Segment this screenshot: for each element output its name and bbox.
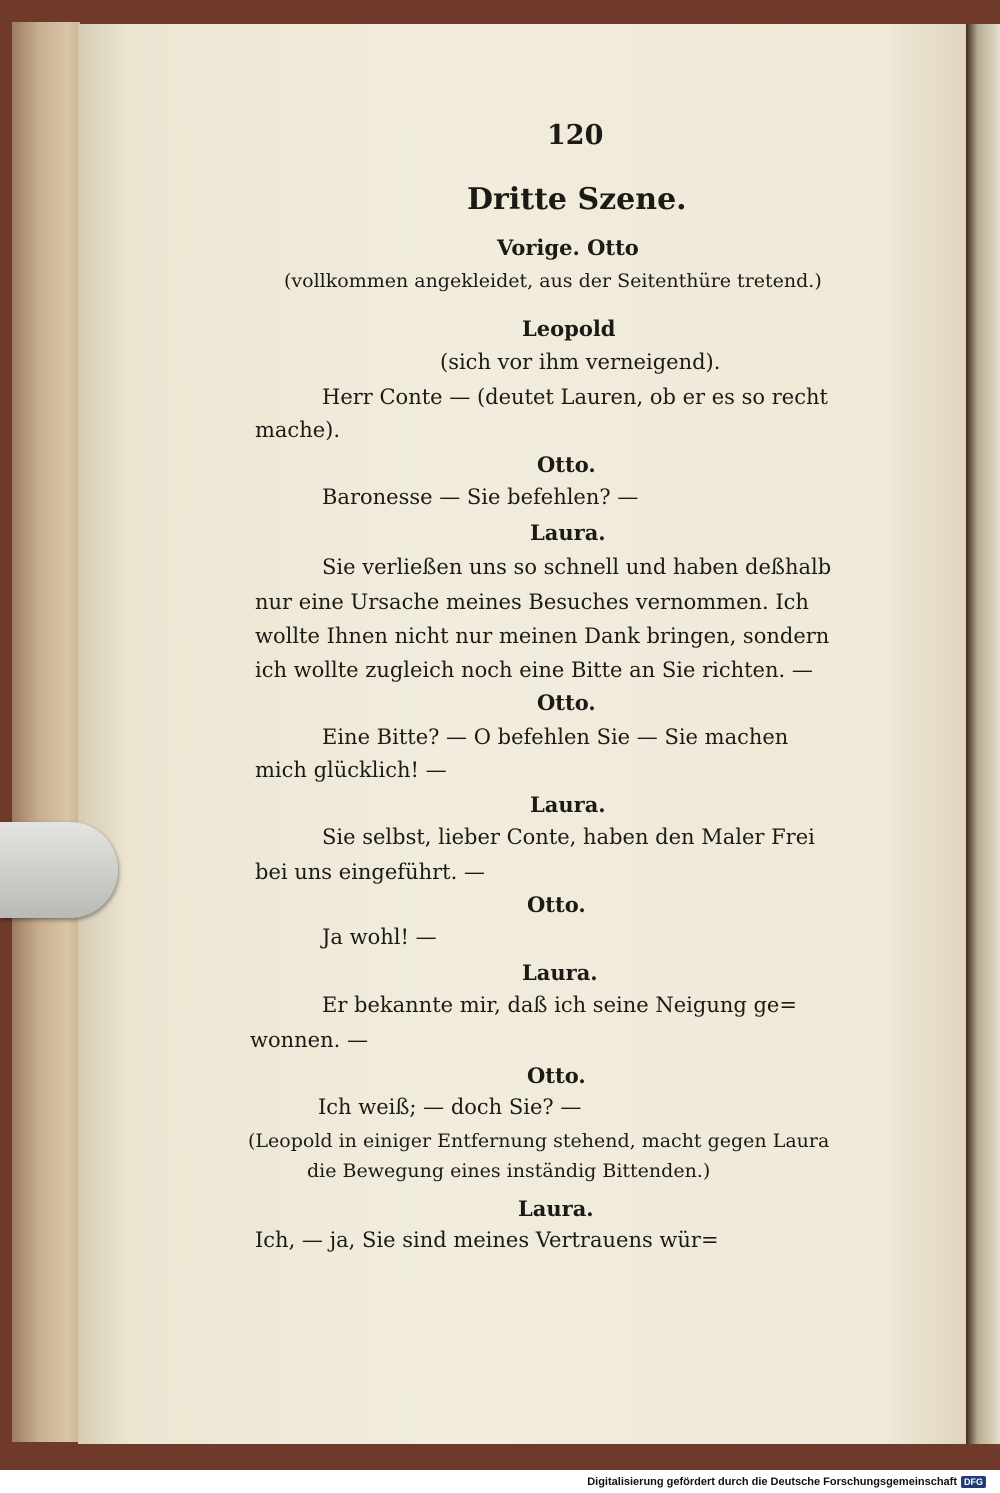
speaker-name: Leopold [522, 316, 616, 341]
dialogue-line: Baronesse — Sie befehlen? — [322, 485, 639, 509]
characters-line: Vorige. Otto [497, 235, 639, 260]
page-stack-edge [12, 22, 80, 1442]
footer-text: Digitalisierung gefördert durch die Deutsche Forschungsgemeinschaft [587, 1476, 957, 1488]
scene-title: Dritte Szene. [467, 182, 687, 217]
speaker-name: Laura. [530, 792, 606, 817]
stage-direction: (Leopold in einiger Entfernung stehend, macht gegen Laura [248, 1130, 830, 1152]
speaker-name: Otto. [527, 892, 586, 917]
speaker-name: Otto. [537, 690, 596, 715]
page-number: 120 [547, 120, 604, 151]
speaker-name: Otto. [537, 452, 596, 477]
speaker-name: Laura. [518, 1196, 594, 1221]
speaker-name: Otto. [527, 1063, 586, 1088]
dialogue-line: bei uns eingeführt. — [255, 860, 485, 884]
page-clip [0, 822, 118, 918]
dialogue-line: Ich weiß; — doch Sie? — [318, 1095, 582, 1119]
dialogue-line: Sie verließen uns so schnell und haben deßhalb [322, 555, 832, 579]
stage-direction: (sich vor ihm verneigend). [440, 350, 721, 374]
dialogue-line: wollte Ihnen nicht nur meinen Dank bringen, sondern [255, 624, 830, 648]
dialogue-line: Herr Conte — (deutet Lauren, ob er es so recht [322, 385, 828, 409]
dialogue-line: ich wollte zugleich noch eine Bitte an Sie richten. — [255, 658, 813, 682]
dialogue-line: Ich, — ja, Sie sind meines Vertrauens wür= [255, 1228, 719, 1252]
stage-direction: die Bewegung eines inständig Bittenden.) [307, 1160, 711, 1182]
speaker-name: Laura. [522, 960, 598, 985]
dialogue-line: mache). [255, 418, 341, 442]
dialogue-line: Eine Bitte? — O befehlen Sie — Sie machen [322, 725, 789, 749]
book-gutter [966, 24, 1000, 1444]
dialogue-line: Sie selbst, lieber Conte, haben den Maler Frei [322, 825, 815, 849]
speaker-name: Laura. [530, 520, 606, 545]
dialogue-line: Ja wohl! — [322, 925, 437, 949]
dfg-logo-icon: DFG [961, 1476, 986, 1488]
stage-direction: (vollkommen angekleidet, aus der Seitenthüre tretend.) [284, 270, 822, 292]
dialogue-line: wonnen. — [250, 1028, 368, 1052]
dialogue-line: nur eine Ursache meines Besuches vernommen. Ich [255, 590, 809, 614]
dialogue-line: Er bekannte mir, daß ich seine Neigung ge= [322, 993, 797, 1017]
dialogue-line: mich glücklich! — [255, 758, 447, 782]
footer [587, 1476, 986, 1488]
